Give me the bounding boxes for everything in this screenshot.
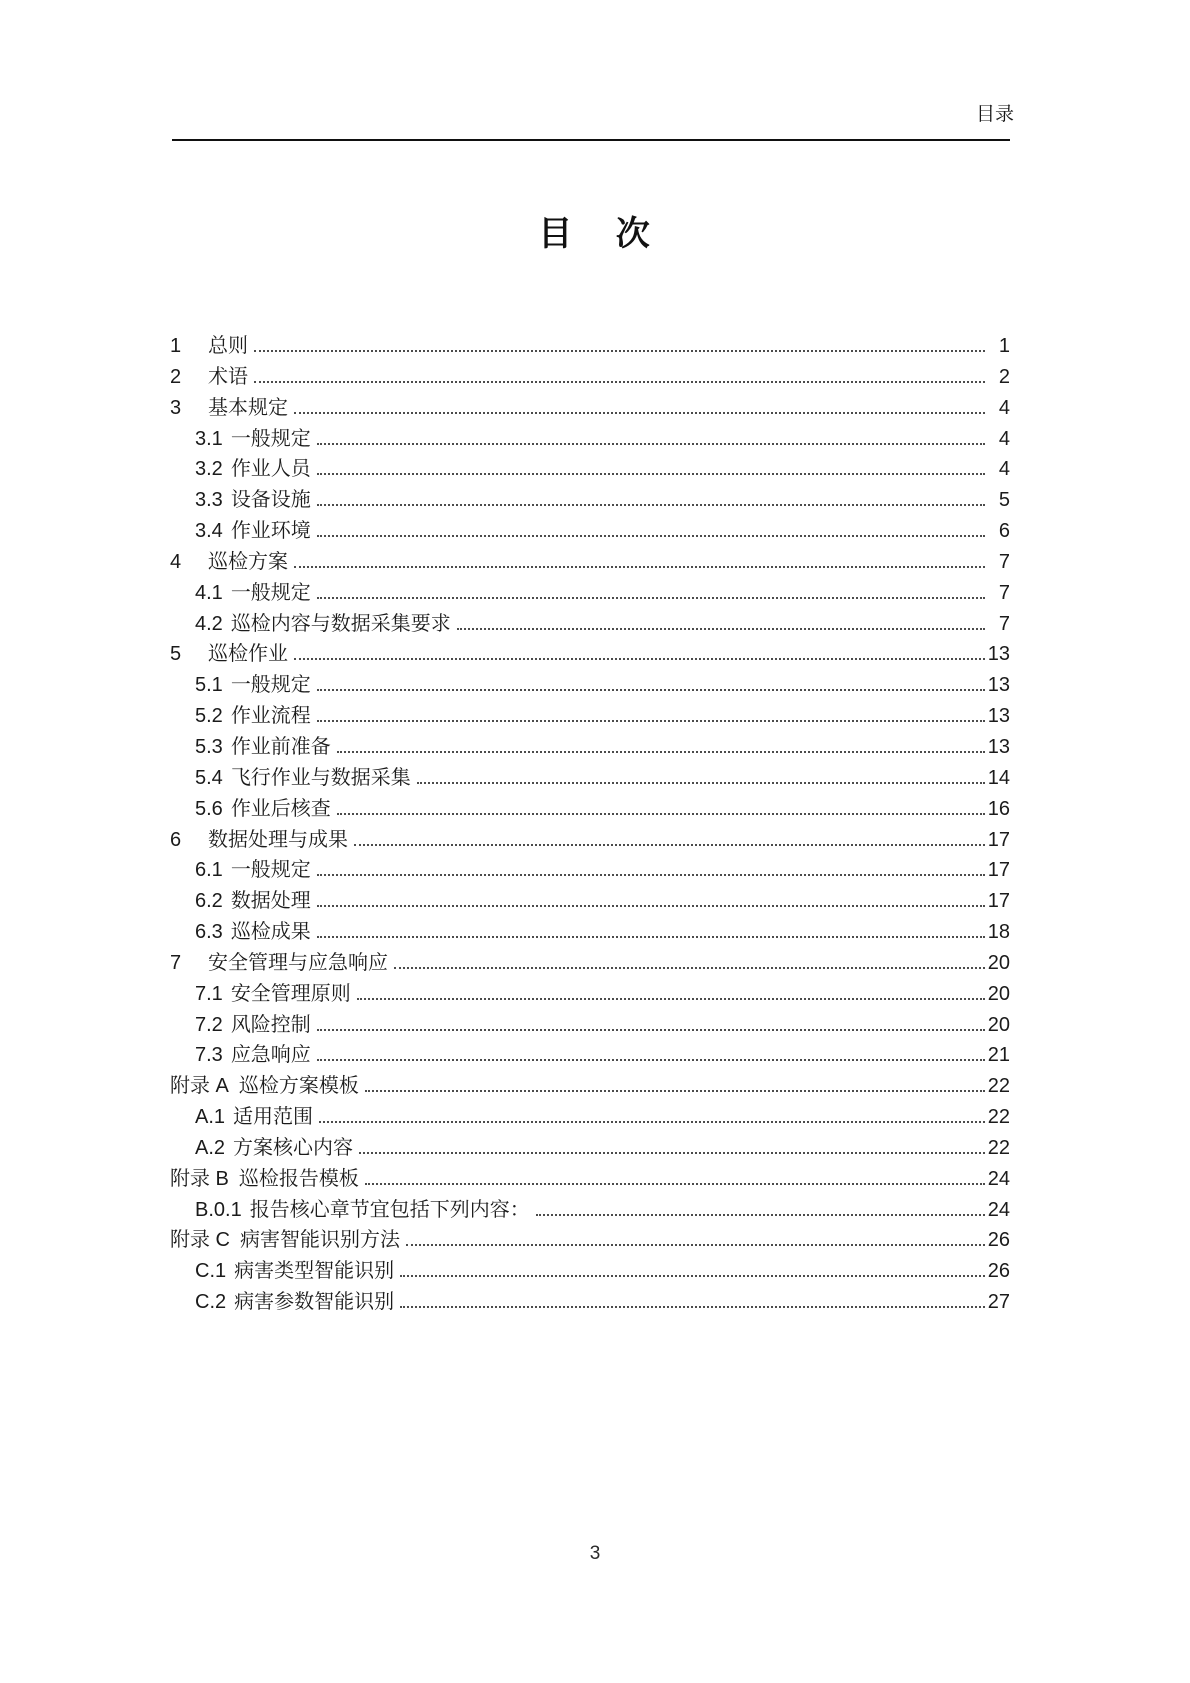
toc-row [170,485,1010,516]
toc-entry-number: 4 [170,550,182,573]
toc-entry-title: 术语 [208,365,248,388]
toc-row [170,794,1010,825]
toc-entry-page: 20 [987,982,1010,1005]
toc-row [170,424,1010,455]
toc-entry-page: 27 [987,1291,1010,1314]
dot-leader [319,1121,985,1123]
dot-leader [457,628,985,630]
header-label: 目录 [975,104,1014,125]
toc-row [170,609,1010,640]
toc-entry-title: 巡检内容与数据采集要求 [230,612,451,635]
toc-entry-page: 2 [998,365,1010,388]
toc-entry-number: 3.4 [195,520,223,543]
toc-row [170,1071,1010,1102]
dot-leader [317,720,985,722]
dot-leader [294,658,985,660]
toc-entry-page: 1 [998,335,1010,357]
dot-leader [317,1059,985,1061]
toc-entry-title: 安全管理原则 [230,982,351,1005]
toc-entry-title: 一般规定 [230,581,311,604]
dot-leader [317,1029,985,1031]
toc-row [170,578,1010,609]
toc-entry-page: 22 [987,1075,1010,1098]
toc-entry-title: 总则 [208,335,248,357]
toc-entry-title: 一般规定 [230,859,311,882]
toc-entry-title: 巡检方案 [208,550,288,573]
toc-entry-title: 报告核心章节宜包括下列内容： [249,1198,530,1221]
toc-entry-page: 20 [987,1013,1010,1036]
toc-row [170,516,1010,547]
dot-leader [359,1152,985,1154]
toc-entry-number: 附录 A [170,1075,229,1098]
toc-entry-title: 巡检方案模板 [238,1075,359,1098]
dot-leader [254,381,985,383]
toc-row [170,547,1010,578]
toc-entry-number: 3.2 [195,458,223,481]
toc-entry-number: 5 [170,643,182,666]
dot-leader [337,813,985,815]
toc-row [170,393,1010,424]
toc-entry-page: 7 [998,550,1010,573]
toc-row [170,917,1010,948]
toc-row [170,732,1010,763]
toc-entry-number: 2 [170,365,182,388]
dot-leader [254,350,985,352]
toc-title: 目 次 [538,215,652,253]
toc-row [170,454,1010,485]
toc-entry-title: 安全管理与应急响应 [208,951,388,974]
toc-entry-number: C.1 [195,1260,227,1283]
toc-entry-number: 6 [170,828,182,851]
toc-entry-title: 飞行作业与数据采集 [230,766,411,789]
toc-row [170,670,1010,701]
toc-entry-page: 13 [987,705,1010,728]
toc-entry-title: 作业前准备 [230,735,331,758]
dot-leader [365,1090,985,1092]
toc-entry-page: 6 [998,520,1010,543]
toc-entry-page: 18 [987,921,1010,944]
header-rule [172,139,1010,141]
toc-entry-title: 风险控制 [230,1013,311,1036]
footer-page-number: 3 [589,1543,601,1564]
toc-entry-page: 7 [998,581,1010,604]
toc-entry-number: 5.1 [195,674,223,697]
toc-entry-title: 基本规定 [208,396,288,419]
toc-entry-title: 作业环境 [230,520,311,543]
toc-entry-number: 6.1 [195,859,223,882]
dot-leader [317,905,985,907]
toc-entry-number: 5.4 [195,766,223,789]
dot-leader [394,967,985,969]
dot-leader [317,689,985,691]
toc-entry-number: 5.6 [195,797,223,820]
toc-entry-title: 病害智能识别方法 [240,1229,400,1252]
toc-entry-number: 6.3 [195,921,223,944]
toc-entry-number: 3.1 [195,427,223,450]
toc-entry-title: 数据处理与成果 [208,828,348,851]
toc-entry-title: 适用范围 [233,1106,314,1129]
toc-row [170,701,1010,732]
toc-entry-number: 5.3 [195,735,223,758]
dot-leader [317,535,985,537]
toc-row [170,1164,1010,1195]
toc-entry-title: 方案核心内容 [233,1136,354,1159]
toc-entry-title: 作业人员 [230,458,311,481]
toc-entry-page: 4 [998,458,1010,481]
toc-entry-title: 巡检作业 [208,643,288,666]
toc-entry-page: 21 [987,1044,1010,1067]
toc-entry-title: 应急响应 [230,1044,311,1067]
dot-leader [317,473,985,475]
toc-row [170,763,1010,794]
toc-entry-page: 22 [987,1136,1010,1159]
toc-entry-page: 20 [987,951,1010,974]
toc-entry-page: 24 [987,1198,1010,1221]
toc-entry-title: 设备设施 [230,489,311,512]
toc-entry-number: A.1 [195,1106,226,1129]
toc-entry-title: 一般规定 [230,427,311,450]
toc-entry-page: 13 [987,643,1010,666]
toc-row [170,948,1010,979]
dot-leader [317,504,985,506]
toc-entry-title: 作业流程 [230,705,311,728]
dot-leader [354,844,985,846]
toc-entry-number: 4.1 [195,581,223,604]
toc-entry-number: 7.2 [195,1013,223,1036]
toc-row [170,1195,1010,1226]
toc-entry-number: B.0.1 [195,1198,242,1221]
page-header [170,103,1014,127]
dot-leader [317,597,985,599]
toc-entry-page: 13 [987,735,1010,758]
dot-leader [400,1306,985,1308]
toc-entry-page: 17 [987,890,1010,913]
dot-leader [365,1183,985,1185]
dot-leader [337,751,985,753]
toc-entry-page: 24 [987,1167,1010,1190]
toc-entry-page: 14 [987,766,1010,789]
toc-row [170,979,1010,1010]
toc-entry-page: 5 [998,489,1010,512]
toc-entry-number: 7.1 [195,982,223,1005]
dot-leader [417,782,985,784]
toc-entry-page: 26 [987,1229,1010,1252]
toc-entry-title: 作业后核查 [230,797,331,820]
toc-row [170,639,1010,670]
dot-leader [406,1244,985,1246]
toc-entry-number: 3.3 [195,489,223,512]
toc-entry-title: 巡检成果 [230,921,311,944]
toc-entry-title: 一般规定 [230,674,311,697]
dot-leader [317,936,985,938]
toc-entry-page: 26 [987,1260,1010,1283]
page-footer [0,1542,1190,1566]
dot-leader [357,998,985,1000]
toc-entry-page: 17 [987,828,1010,851]
toc-row [170,1133,1010,1164]
toc-row [170,331,1010,362]
toc-entry-title: 数据处理 [230,890,311,913]
toc-entry-number: A.2 [195,1136,226,1159]
toc-entry-page: 4 [998,396,1010,419]
dot-leader [294,412,985,414]
toc-entry-number: 3 [170,396,182,419]
toc-row [170,855,1010,886]
toc-row [170,1287,1010,1318]
toc-list [170,331,1010,1318]
toc-row [170,1102,1010,1133]
toc-entry-page: 22 [987,1106,1010,1129]
toc-entry-page: 7 [998,612,1010,635]
toc-entry-page: 16 [987,797,1010,820]
toc-entry-number: 6.2 [195,890,223,913]
dot-leader [400,1275,985,1277]
toc-entry-number: 附录 B [170,1167,229,1190]
toc-entry-number: 1 [170,335,182,357]
toc-entry-page: 4 [998,427,1010,450]
dot-leader [536,1214,985,1216]
toc-entry-number: 7 [170,951,182,974]
toc-row [170,886,1010,917]
dot-leader [294,566,985,568]
toc-row [170,1040,1010,1071]
toc-row [170,1010,1010,1041]
toc-entry-number: 4.2 [195,612,223,635]
toc-row [170,1256,1010,1287]
toc-row [170,1225,1010,1256]
toc-entry-title: 病害类型智能识别 [234,1260,395,1283]
toc-entry-number: 附录 C [170,1229,230,1252]
toc-entry-number: 7.3 [195,1044,223,1067]
toc-entry-page: 17 [987,859,1010,882]
dot-leader [317,874,985,876]
toc-entry-number: 5.2 [195,705,223,728]
dot-leader [317,443,985,445]
toc-entry-title: 巡检报告模板 [238,1167,359,1190]
toc-entry-page: 13 [987,674,1010,697]
toc-entry-title: 病害参数智能识别 [234,1291,395,1314]
toc-row [170,825,1010,856]
toc-entry-number: C.2 [195,1291,227,1314]
toc-row [170,362,1010,393]
